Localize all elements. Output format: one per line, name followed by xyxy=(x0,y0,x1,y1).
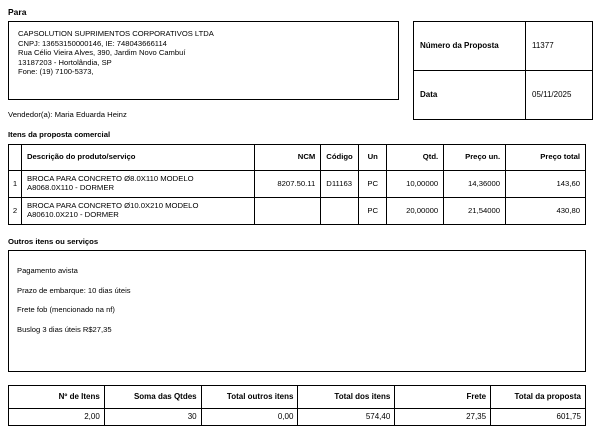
other-items-box xyxy=(8,250,586,372)
items-header-row xyxy=(9,145,586,171)
row-description-line1: BROCA PARA CONCRETO Ø10.0X210 MODELO xyxy=(26,201,199,211)
other-line: Pagamento avista xyxy=(17,266,78,275)
totals-header-row xyxy=(9,386,586,409)
totals-header-num-items: Nº de Itens xyxy=(9,386,105,409)
recipient-address: Rua Célio Vieira Alves, 390, Jardim Novo Cambuí xyxy=(18,48,186,58)
totals-sum-qty: 30 xyxy=(104,409,201,426)
row-total: 430,80 xyxy=(506,198,586,225)
recipient-phone: Fone: (19) 7100-5373, xyxy=(18,67,94,77)
totals-items-total: 574,40 xyxy=(298,409,395,426)
row-qty: 20,00000 xyxy=(387,198,444,225)
proposal-date-label: Data xyxy=(414,71,526,120)
recipient-box xyxy=(8,21,399,100)
totals-other-items: 0,00 xyxy=(201,409,298,426)
row-index: 2 xyxy=(9,198,22,225)
row-ncm: 8207.50.11 xyxy=(255,171,321,198)
recipient-ids: CNPJ: 13653150000146, IE: 748043666114 xyxy=(18,38,167,48)
row-code xyxy=(321,198,359,225)
header-unit: Un xyxy=(359,145,387,171)
totals-freight: 27,35 xyxy=(395,409,491,426)
totals-header-sum-qty: Soma das Qtdes xyxy=(104,386,201,409)
row-qty: 10,00000 xyxy=(387,171,444,198)
other-line: Prazo de embarque: 10 dias úteis xyxy=(17,285,131,295)
totals-header-proposal-total: Total da proposta xyxy=(491,386,586,409)
row-description-line1: BROCA PARA CONCRETO Ø8.0X110 MODELO xyxy=(26,174,194,184)
header-code: Código xyxy=(321,145,359,171)
proposal-number-label: Número da Proposta xyxy=(414,22,526,71)
totals-header-items-total: Total dos itens xyxy=(298,386,395,409)
row-unit: PC xyxy=(359,198,387,225)
row-description-line2: A80610.0X210 - DORMER xyxy=(26,210,119,219)
row-description xyxy=(21,171,254,198)
header-total-price: Preço total xyxy=(506,145,586,171)
row-unit-price: 14,36000 xyxy=(444,171,506,198)
totals-value-row xyxy=(9,409,586,426)
recipient-company: CAPSOLUTION SUPRIMENTOS CORPORATIVOS LTDA xyxy=(18,29,214,38)
header-description: Descrição do produto/serviço xyxy=(21,145,254,171)
recipient-city: 13187203 - Hortolândia, SP xyxy=(18,57,112,67)
row-unit-price: 21,54000 xyxy=(444,198,506,225)
totals-num-items: 2,00 xyxy=(9,409,105,426)
row-unit: PC xyxy=(359,171,387,198)
row-description-line2: A8068.0X110 - DORMER xyxy=(26,183,115,192)
proposal-date-value: 05/11/2025 xyxy=(526,71,593,120)
recipient-label: Para xyxy=(8,7,27,17)
header-qty: Qtd. xyxy=(387,145,444,171)
row-total: 143,60 xyxy=(506,171,586,198)
header-index xyxy=(9,145,22,171)
table-row xyxy=(9,198,586,225)
totals-table xyxy=(8,385,586,426)
row-description xyxy=(21,198,254,225)
row-code: D11163 xyxy=(321,171,359,198)
row-index: 1 xyxy=(9,171,22,198)
row-ncm xyxy=(255,198,321,225)
items-section-title: Itens da proposta comercial xyxy=(8,130,111,139)
proposal-number-value: 11377 xyxy=(526,22,593,71)
other-line: Buslog 3 dias úteis R$27,35 xyxy=(17,325,112,335)
totals-header-freight: Frete xyxy=(395,386,491,409)
vendor-line: Vendedor(a): Maria Eduarda Heinz xyxy=(8,110,127,119)
header-unit-price: Preço un. xyxy=(444,145,506,171)
proposal-info-table xyxy=(413,21,593,120)
other-section-title: Outros itens ou serviços xyxy=(8,237,99,246)
totals-header-other-items: Total outros itens xyxy=(201,386,298,409)
other-line: Frete fob (mencionado na nf) xyxy=(17,305,115,315)
totals-proposal-total: 601,75 xyxy=(491,409,586,426)
header-ncm: NCM xyxy=(255,145,321,171)
table-row xyxy=(9,171,586,198)
items-table xyxy=(8,144,586,225)
